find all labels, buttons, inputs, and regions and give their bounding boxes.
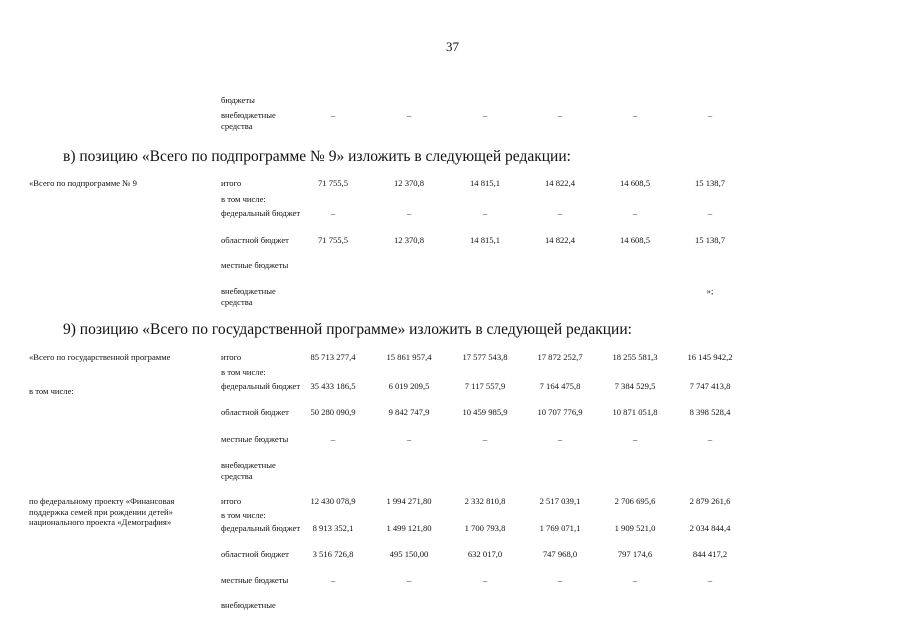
fp-cell: 2 706 695,6 [614, 496, 656, 506]
sub9-cell: – [557, 208, 563, 218]
top-cell: – [632, 110, 638, 120]
sub9-cell: – [632, 208, 638, 218]
fp-cell: 632 017,0 [467, 549, 503, 559]
sub9-cell: 71 755,5 [317, 178, 349, 188]
block-name: «Всего по государственной программе [29, 352, 171, 362]
fp-cell: – [557, 575, 563, 585]
section-heading: 9) позицию «Всего по государственной программе» изложить в следующей редакции: [63, 321, 632, 338]
fp-cell: 2 034 844,4 [689, 523, 731, 533]
fp-cell: 8 913 352,1 [312, 523, 354, 533]
sub9-cell: »; [706, 286, 714, 296]
block-name: по федеральному проекту «Финансовая поддержка семей при рождении детей» национального проекта «Демография» [29, 496, 175, 527]
top-cell: – [330, 110, 336, 120]
gp-cell: 50 280 090,9 [310, 407, 356, 417]
gp-row-label: в том числе: [221, 367, 266, 377]
gp-cell: 7 384 529,5 [614, 381, 656, 391]
fp-cell: 1 769 071,1 [539, 523, 581, 533]
fp-cell: – [707, 575, 713, 585]
sub9-row-label: местные бюджеты [221, 260, 289, 270]
sub9-row-label: областной бюджет [221, 235, 289, 245]
fp-cell: – [330, 575, 336, 585]
gp-row-label: итого [221, 352, 242, 362]
fp-cell: – [482, 575, 488, 585]
sub9-cell: – [707, 208, 713, 218]
gp-cell: 8 398 528,4 [689, 407, 731, 417]
gp-row-label: местные бюджеты [221, 434, 289, 444]
gp-cell: 17 577 543,8 [462, 352, 508, 362]
fp-cell: 1 700 793,8 [464, 523, 506, 533]
gp-cell: 7 747 413,8 [689, 381, 731, 391]
top-cell: – [482, 110, 488, 120]
gp-row-label: внебюджетные средства [221, 460, 276, 481]
fp-cell: – [406, 575, 412, 585]
gp-cell: – [557, 434, 563, 444]
sub9-cell: 14 822,4 [544, 178, 576, 188]
fp-cell: 1 994 271,80 [386, 496, 432, 506]
sub9-cell: 14 815,1 [469, 235, 501, 245]
fp-cell: 747 968,0 [542, 549, 578, 559]
fp-cell: 797 174,6 [617, 549, 653, 559]
gp-cell: 35 433 186,5 [310, 381, 356, 391]
gp-cell: 17 872 252,7 [537, 352, 583, 362]
page-number: 37 [446, 39, 459, 54]
fp-cell: 12 430 078,9 [310, 496, 356, 506]
section-heading: в) позицию «Всего по подпрограмме № 9» изложить в следующей редакции: [63, 148, 571, 165]
fp-row-label: внебюджетные [221, 600, 276, 610]
gp-cell: 10 871 051,8 [612, 407, 658, 417]
gp-cell: – [330, 434, 336, 444]
gp-cell: – [632, 434, 638, 444]
sub9-cell: 14 815,1 [469, 178, 501, 188]
fp-row-label: в том числе: [221, 510, 266, 520]
gp-cell: – [482, 434, 488, 444]
gp-cell: 10 707 776,9 [537, 407, 583, 417]
sub9-cell: 15 138,7 [694, 178, 726, 188]
fp-cell: 2 332 810,8 [464, 496, 506, 506]
fp-row-label: федеральный бюджет [221, 523, 301, 533]
top-cell: – [557, 110, 563, 120]
fp-cell: 2 879 261,6 [689, 496, 731, 506]
fp-row-label: итого [221, 496, 242, 506]
gp-cell: 7 164 475,8 [539, 381, 581, 391]
sub9-cell: – [330, 208, 336, 218]
sub9-cell: 14 608,5 [619, 178, 651, 188]
sub9-row-label: федеральный бюджет [221, 208, 301, 218]
sub9-row-label: внебюджетные средства [221, 286, 276, 307]
top-cell: – [406, 110, 412, 120]
sub9-cell: 14 608,5 [619, 235, 651, 245]
top-row-label: бюджеты [221, 95, 255, 105]
gp-cell: 7 117 557,9 [464, 381, 506, 391]
gp-cell: 18 255 581,3 [612, 352, 658, 362]
block-name-sub: в том числе: [29, 386, 74, 396]
fp-cell: 844 417,2 [692, 549, 728, 559]
fp-cell: – [632, 575, 638, 585]
gp-cell: 85 713 277,4 [310, 352, 356, 362]
fp-cell: 1 909 521,0 [614, 523, 656, 533]
fp-row-label: областной бюджет [221, 549, 289, 559]
gp-cell: 6 019 209,5 [388, 381, 430, 391]
sub9-cell: 12 370,8 [393, 235, 425, 245]
top-row-label: внебюджетные средства [221, 110, 276, 131]
gp-cell: – [707, 434, 713, 444]
top-cell: – [707, 110, 713, 120]
block-name: «Всего по подпрограмме № 9 [29, 178, 137, 188]
fp-cell: 1 499 121,80 [386, 523, 432, 533]
fp-cell: 495 150,00 [389, 549, 429, 559]
fp-cell: 3 516 726,8 [312, 549, 354, 559]
gp-row-label: областной бюджет [221, 407, 289, 417]
sub9-cell: 14 822,4 [544, 235, 576, 245]
sub9-cell: 15 138,7 [694, 235, 726, 245]
gp-cell: 15 861 957,4 [386, 352, 432, 362]
sub9-row-label: в том числе: [221, 194, 266, 204]
sub9-row-label: итого [221, 178, 242, 188]
fp-cell: 2 517 039,1 [539, 496, 581, 506]
gp-cell: 9 842 747,9 [388, 407, 430, 417]
fp-row-label: местные бюджеты [221, 575, 289, 585]
sub9-cell: 71 755,5 [317, 235, 349, 245]
gp-cell: 16 145 942,2 [687, 352, 733, 362]
gp-row-label: федеральный бюджет [221, 381, 301, 391]
gp-cell: – [406, 434, 412, 444]
sub9-cell: – [482, 208, 488, 218]
sub9-cell: – [406, 208, 412, 218]
sub9-cell: 12 370,8 [393, 178, 425, 188]
gp-cell: 10 459 985,9 [462, 407, 508, 417]
